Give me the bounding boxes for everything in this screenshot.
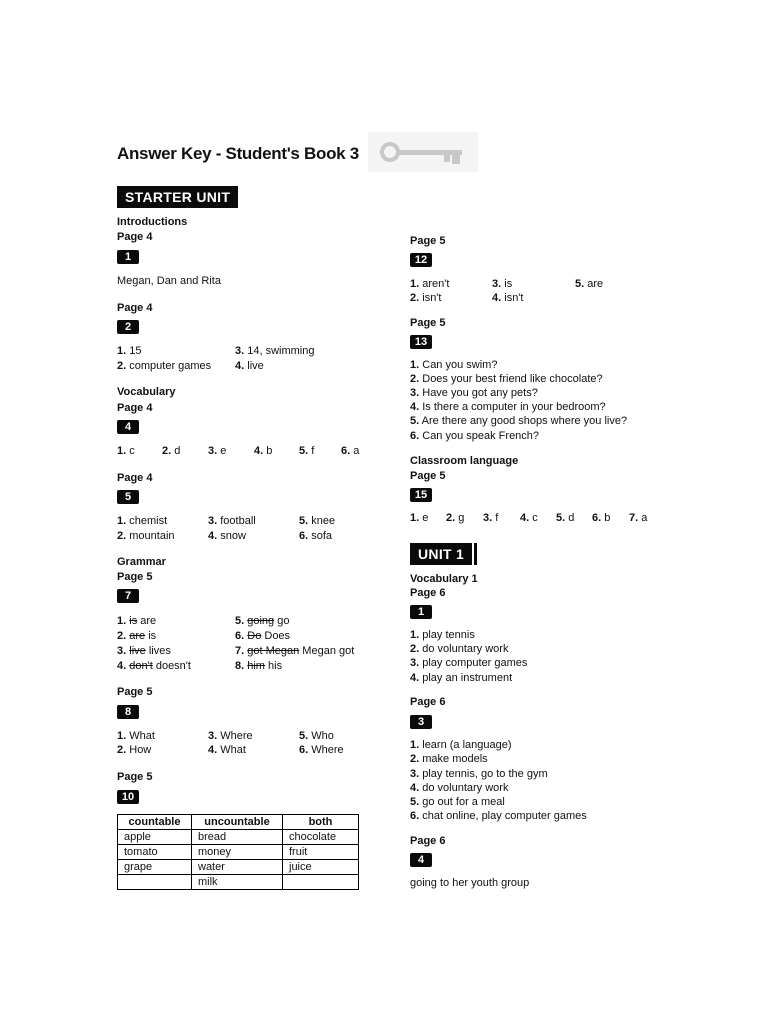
section-vocabulary-1: Vocabulary 1 bbox=[410, 573, 478, 585]
answer-item: 3. Have you got any pets? bbox=[410, 387, 538, 399]
answer-item: 3. live lives bbox=[117, 645, 171, 657]
answer-item: 5. go out for a meal bbox=[410, 796, 505, 808]
column-header: both bbox=[283, 815, 359, 830]
answer-item: 4. don't doesn't bbox=[117, 660, 191, 672]
answer-item: 4. What bbox=[208, 744, 246, 756]
answer-item: 4. do voluntary work bbox=[410, 782, 509, 794]
answer-item: 5. Are there any good shops where you live? bbox=[410, 415, 628, 427]
table-row bbox=[118, 830, 359, 845]
exercise-number-badge: 10 bbox=[117, 790, 139, 804]
section-introductions: Introductions bbox=[117, 216, 188, 228]
answer-item: 1. 15 bbox=[117, 345, 142, 357]
exercise-number-badge: 13 bbox=[410, 335, 432, 349]
table-cell: milk bbox=[192, 875, 283, 890]
answer-item: 3. is bbox=[492, 278, 513, 290]
exercise-number-badge: 15 bbox=[410, 488, 432, 502]
page-label: Page 5 bbox=[410, 317, 446, 329]
answer-item: 5. knee bbox=[299, 515, 336, 527]
answer-item: 4. play an instrument bbox=[410, 672, 513, 684]
answer-item: 1. learn (a language) bbox=[410, 739, 512, 751]
answer-item: 5. Who bbox=[299, 730, 334, 742]
exercise-number-badge: 8 bbox=[117, 705, 139, 719]
table-cell bbox=[118, 875, 192, 890]
page-label: Page 5 bbox=[410, 235, 446, 247]
answer-item: 1. Can you swim? bbox=[410, 359, 498, 371]
table-row bbox=[118, 860, 359, 875]
answer-item: 4. isn't bbox=[492, 292, 524, 304]
page-label: Page 6 bbox=[410, 835, 446, 847]
page-label: Page 4 bbox=[117, 302, 153, 314]
answer-item: 1. is are bbox=[117, 615, 157, 627]
answer-item: 3. 14, swimming bbox=[235, 345, 315, 357]
answer-item: 4. live bbox=[235, 360, 264, 372]
answer-item: 1. What bbox=[117, 730, 155, 742]
table-row bbox=[118, 845, 359, 860]
answer-item: 4. snow bbox=[208, 530, 246, 542]
page-label: Page 4 bbox=[117, 472, 153, 484]
key-icon bbox=[368, 132, 478, 172]
page-label: Page 5 bbox=[117, 571, 153, 583]
answer-item: 3. e bbox=[208, 445, 227, 457]
answer-item: 6. a bbox=[341, 445, 360, 457]
table-cell: tomato bbox=[118, 845, 192, 860]
answer-item: 1. e bbox=[410, 512, 429, 524]
answer-item: 2. How bbox=[117, 744, 152, 756]
page-label: Page 5 bbox=[117, 771, 153, 783]
exercise-number-badge: 2 bbox=[117, 320, 139, 334]
answer-item: 6. sofa bbox=[299, 530, 333, 542]
answer-item: 6. Can you speak French? bbox=[410, 430, 540, 442]
answer-item: 3. Where bbox=[208, 730, 253, 742]
answer-item: 3. football bbox=[208, 515, 256, 527]
answer-item: 6. Where bbox=[299, 744, 344, 756]
exercise-number-badge: 4 bbox=[117, 420, 139, 434]
table-cell: fruit bbox=[283, 845, 359, 860]
answer-item: 8. him his bbox=[235, 660, 283, 672]
answer-item: 3. play computer games bbox=[410, 657, 528, 669]
page-label: Page 5 bbox=[410, 470, 446, 482]
page-label: Page 4 bbox=[117, 402, 153, 414]
exercise-number-badge: 5 bbox=[117, 490, 139, 504]
answer-item: 6. chat online, play computer games bbox=[410, 810, 587, 822]
unit-1-banner: UNIT 1 bbox=[410, 543, 472, 565]
page-title: Answer Key - Student's Book 3 bbox=[117, 144, 359, 163]
table-row bbox=[118, 875, 359, 890]
section-classroom-language: Classroom language bbox=[410, 455, 519, 467]
answer-item: 1. chemist bbox=[117, 515, 168, 527]
answer-item: 1. aren't bbox=[410, 278, 450, 290]
table-cell: chocolate bbox=[283, 830, 359, 845]
table-cell: apple bbox=[118, 830, 192, 845]
table-header-row bbox=[118, 815, 359, 830]
answer-item: 4. b bbox=[254, 445, 273, 457]
page-label: Page 5 bbox=[117, 686, 153, 698]
starter-unit-banner: STARTER UNIT bbox=[117, 186, 238, 208]
answer-item: 2. isn't bbox=[410, 292, 442, 304]
answer-item: 2. Does your best friend like chocolate? bbox=[410, 373, 603, 385]
section-grammar: Grammar bbox=[117, 556, 166, 568]
answer-text: going to her youth group bbox=[410, 877, 530, 889]
section-vocabulary: Vocabulary bbox=[117, 386, 176, 398]
exercise-number-badge: 4 bbox=[410, 853, 432, 867]
exercise-number-badge: 1 bbox=[410, 605, 432, 619]
answer-text: Megan, Dan and Rita bbox=[117, 275, 221, 287]
answer-item: 5. are bbox=[575, 278, 604, 290]
answer-item: 1. c bbox=[117, 445, 135, 457]
page-label: Page 6 bbox=[410, 587, 446, 599]
word-table bbox=[117, 814, 359, 890]
answer-item: 4. c bbox=[520, 512, 538, 524]
answer-item: 5. f bbox=[299, 445, 315, 457]
answer-item: 6. Do Does bbox=[235, 630, 291, 642]
answer-item: 5. d bbox=[556, 512, 575, 524]
answer-item: 4. Is there a computer in your bedroom? bbox=[410, 401, 606, 413]
answer-item: 2. mountain bbox=[117, 530, 175, 542]
answer-item: 2. make models bbox=[410, 753, 488, 765]
answer-item: 6. b bbox=[592, 512, 611, 524]
column-header: uncountable bbox=[192, 815, 283, 830]
table-cell: grape bbox=[118, 860, 192, 875]
table-cell: water bbox=[192, 860, 283, 875]
table-cell: money bbox=[192, 845, 283, 860]
page-label: Page 6 bbox=[410, 696, 446, 708]
exercise-number-badge: 7 bbox=[117, 589, 139, 603]
answer-item: 7. a bbox=[629, 512, 648, 524]
answer-item: 2. computer games bbox=[117, 360, 212, 372]
answer-item: 2. g bbox=[446, 512, 465, 524]
column-header: countable bbox=[118, 815, 192, 830]
answer-item: 2. d bbox=[162, 445, 181, 457]
answer-item: 3. play tennis, go to the gym bbox=[410, 768, 548, 780]
answer-item: 7. got Megan Megan got bbox=[235, 645, 355, 657]
table-cell bbox=[283, 875, 359, 890]
table-cell: juice bbox=[283, 860, 359, 875]
answer-item: 2. are is bbox=[117, 630, 157, 642]
answer-item: 1. play tennis bbox=[410, 629, 475, 641]
exercise-number-badge: 1 bbox=[117, 250, 139, 264]
exercise-number-badge: 3 bbox=[410, 715, 432, 729]
exercise-number-badge: 12 bbox=[410, 253, 432, 267]
page-label: Page 4 bbox=[117, 231, 153, 243]
answer-item: 3. f bbox=[483, 512, 499, 524]
answer-item: 2. do voluntary work bbox=[410, 643, 509, 655]
answer-item: 5. going go bbox=[235, 615, 290, 627]
table-cell: bread bbox=[192, 830, 283, 845]
